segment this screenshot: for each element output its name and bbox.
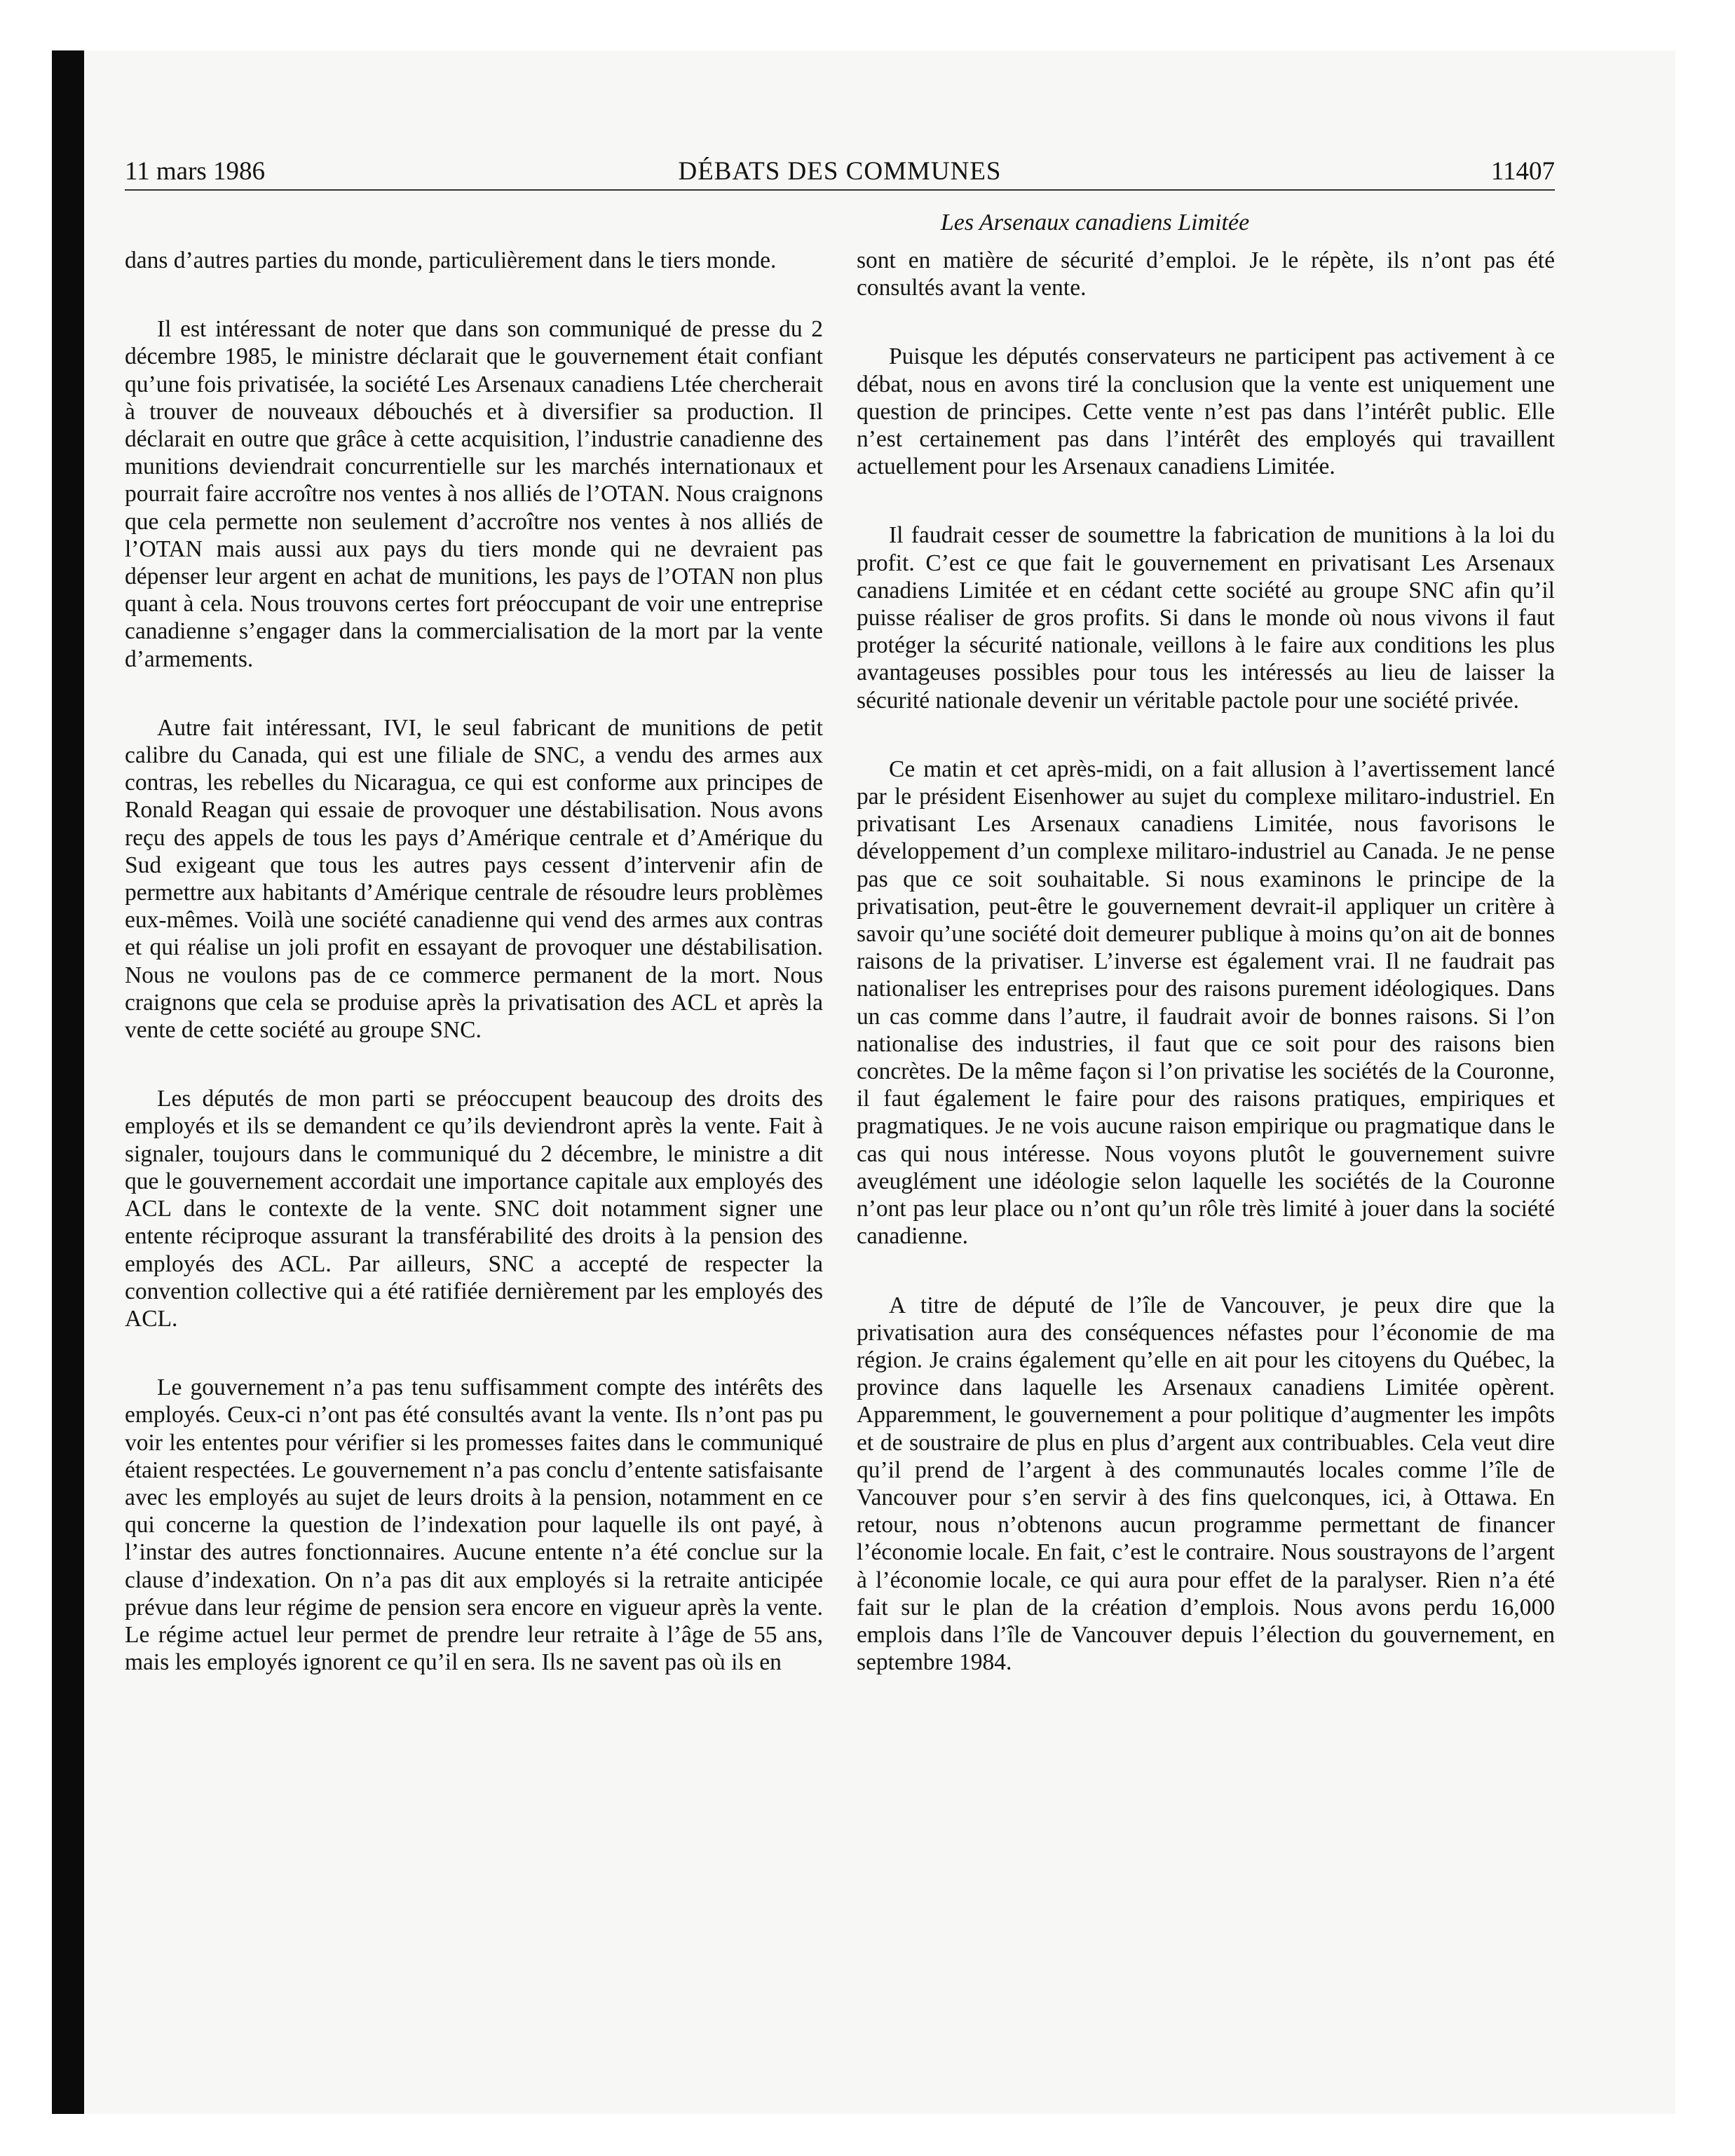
left-column [125, 247, 823, 1717]
paragraph: A titre de député de l’île de Vancouver, je peux dire que la privatisation aura des conséquences néfastes pour l’économie de ma région. Je crains également qu’elle en ait pour les citoyens du Québec, la province dans laquelle les Arsenaux canadiens Limitée opèrent. Apparemment, le gouvernement a pour politique d’augmenter les impôts et de soustraire de plus en plus d’argent aux contribuables. Cela veut dire qu’il prend de l’argent à des communautés locales comme l’île de Vancouver pour s’en servir à des fins quelconques, ici, à Ottawa. En retour, nous n’obtenons aucun programme permettant de financer l’économie locale. En fait, c’est le contraire. Nous soustrayons de l’argent à l’économie locale, ce qui aura pour effet de la paralyser. Rien n’a été fait sur le plan de la création d’emplois. Nous avons perdu 16,000 emplois dans l’île de Vancouver depuis l’élection du gouvernement, en septembre 1984. [857, 1292, 1555, 1676]
paragraph: Les députés de mon parti se préoccupent beaucoup des droits des employés et ils se demandent ce qu’ils deviendront après la vente. Fait à signaler, toujours dans le communiqué du 2 décembre, le ministre a dit que le gouvernement accordait une importance capitale aux employés des ACL dans le contexte de la vente. SNC doit notamment signer une entente réciproque assurant la transférabilité des droits à la pension des employés des ACL. Par ailleurs, SNC a accepté de respecter la convention collective qui a été ratifiée dernièrement par les employés des ACL. [125, 1086, 823, 1332]
paragraph: Il est intéressant de noter que dans son communiqué de presse du 2 décembre 1985, le ministre déclarait que le gouvernement était confiant qu’une fois privatisée, la société Les Arsenaux canadiens Ltée chercherait à trouver de nouveaux débouchés et à diversifier sa production. Il déclarait en outre que grâce à cette acquisition, l’industrie canadienne des munitions deviendrait concurrentielle sur les marchés internationaux et pourrait faire accroître nos ventes à nos alliés de l’OTAN. Nous craignons que cela permette non seulement d’accroître nos ventes à nos alliés de l’OTAN mais aussi aux pays du tiers monde qui ne devraient pas dépenser leur argent en achat de munitions, les pays de l’OTAN non plus quant à cela. Nous trouvons certes fort préoccupant de voir une entreprise canadienne s’engager dans la commercialisation de la mort par la vente d’armements. [125, 316, 823, 672]
section-heading: Les Arsenaux canadiens Limitée [940, 210, 1250, 236]
right-column [857, 247, 1555, 1717]
scan-margin-bar [52, 50, 84, 2114]
paragraph: sont en matière de sécurité d’emploi. Je le répète, ils n’ont pas été consultés avant la vente. [857, 247, 1555, 301]
header-title: DÉBATS DES COMMUNES [678, 157, 1002, 186]
paragraph: Ce matin et cet après-midi, on a fait allusion à l’avertissement lancé par le président Eisenhower au sujet du complexe militaro-industriel. En privatisant Les Arsenaux canadiens Limitée, nous favorisons le développement d’un complexe militaro-industriel au Canada. Je ne pense pas que ce soit souhaitable. Si nous examinons le principe de la privatisation, peut-être le gouvernement devrait-il appliquer un critère à savoir qu’une société doit demeurer publique à moins qu’on ait de bonnes raisons de la privatiser. L’inverse est également vrai. Il ne faudrait pas nationaliser les entreprises pour des raisons purement idéologiques. Dans un cas comme dans l’autre, il faudrait avoir de bonnes raisons. Si l’on nationalise des industries, il faut que ce soit pour des raisons bien concrètes. De la même façon si l’on privatise les sociétés de la Couronne, il faut également le faire pour des raisons pratiques, empiriques et pragmatiques. Je ne vois aucune raison empirique ou pragmatique dans le cas qui nous intéresse. Nous voyons plutôt le gouvernement suivre aveuglément une idéologie selon laquelle les sociétés de la Couronne n’ont pas leur place ou n’ont qu’un rôle très limité à jouer dans la société canadienne. [857, 756, 1555, 1250]
header-page-number: 11407 [1490, 157, 1555, 186]
paragraph: Le gouvernement n’a pas tenu suffisamment compte des intérêts des employés. Ceux-ci n’ont pas été consultés avant la vente. Ils n’ont pas pu voir les ententes pour vérifier si les promesses faites dans le communiqué étaient respectées. Le gouvernement n’a pas conclu d’entente satisfaisante avec les employés au sujet de leurs droits à la pension, notamment en ce qui concerne la question de l’indexation pour laquelle ils ont payé, à l’instar des autres fonctionnaires. Aucune entente n’a été conclue sur la clause d’indexation. On n’a pas dit aux employés si la retraite anticipée prévue dans leur régime de pension sera encore en vigueur après la vente. Le régime actuel leur permet de prendre leur retraite à l’âge de 55 ans, mais les employés ignorent ce qu’il en sera. Ils ne savent pas où ils en [125, 1374, 823, 1676]
header-rule [125, 189, 1555, 191]
paragraph: Autre fait intéressant, IVI, le seul fabricant de munitions de petit calibre du Canada, qui est une filiale de SNC, a vendu des armes aux contras, les rebelles du Nicaragua, ce qui est conforme aux principes de Ronald Reagan qui essaie de provoquer une déstabilisation. Nous avons reçu des appels de tous les pays d’Amérique centrale et d’Amérique du Sud exigeant que tous les autres pays cessent d’intervenir afin de permettre aux habitants d’Amérique centrale de résoudre leurs problèmes eux-mêmes. Voilà une société canadienne qui vend des armes aux contras et qui réalise un joli profit en essayant de provoquer une déstabilisation. Nous ne voulons pas de ce commerce permanent de la mort. Nous craignons que cela se produise après la privatisation des ACL et après la vente de cette société au groupe SNC. [125, 714, 823, 1044]
running-head [125, 154, 1555, 189]
paragraph: Puisque les députés conservateurs ne participent pas activement à ce débat, nous en avons tiré la conclusion que la vente est uniquement une question de principes. Cette vente n’est pas dans l’intérêt public. Elle n’est certainement pas dans l’intérêt des employés qui travaillent actuellement pour les Arsenaux canadiens Limitée. [857, 343, 1555, 480]
paragraph: dans d’autres parties du monde, particulièrement dans le tiers monde. [125, 247, 777, 273]
paragraph: Il faudrait cesser de soumettre la fabrication de munitions à la loi du profit. C’est ce que fait le gouvernement en privatisant Les Arsenaux canadiens Limitée et en cédant cette société au groupe SNC afin qu’il puisse réaliser de gros profits. Si dans le monde où nous vivons il faut protéger la sécurité nationale, veillons à le faire aux conditions les plus avantageuses possibles pour tous les intéressés au lieu de laisser la sécurité nationale devenir un véritable pactole pour une société privée. [857, 522, 1555, 714]
header-date: 11 mars 1986 [125, 157, 266, 186]
